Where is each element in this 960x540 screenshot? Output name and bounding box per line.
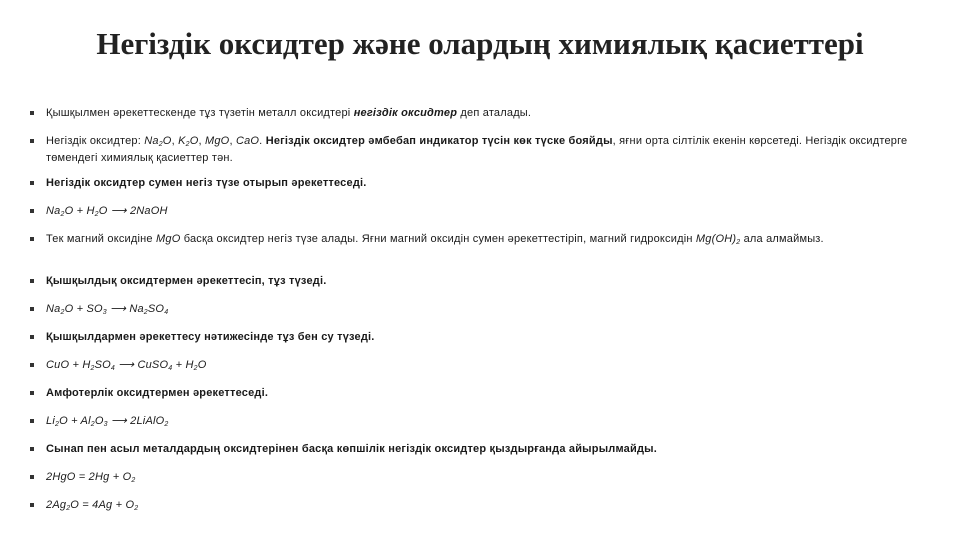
text-run: Негіздік оксидтер әмбебап индикатор түсін көк түске бояйды xyxy=(265,135,613,147)
text-run: . xyxy=(259,135,266,147)
text-run: CuO + H xyxy=(46,359,91,371)
bullet-marker-icon xyxy=(30,335,34,339)
text-run: Қышқылдармен әрекеттесу нәтижесінде тұз бен су түзеді. xyxy=(46,331,375,343)
bullet-item xyxy=(30,413,925,430)
text-run: SO xyxy=(94,359,111,371)
text-run: басқа оксидтер негіз түзе алады. Яғни магний оксидін сумен әрекеттестіріп, магний гидроксидін xyxy=(180,233,696,245)
text-run: Амфотерлік оксидтермен әрекеттеседі. xyxy=(46,387,269,399)
text-run: Mg(OH) xyxy=(695,233,737,245)
text-run: O + H xyxy=(64,205,95,217)
text-run: Сынап пен асыл металдардың оксидтерінен басқа көпшілік негіздік оксидтер қыздырғанда айырылмайды. xyxy=(46,443,657,455)
subscript: 2 xyxy=(60,211,65,218)
subscript: 2 xyxy=(164,421,169,428)
bullet-text xyxy=(30,385,925,402)
bullet-marker-icon xyxy=(30,391,34,395)
bullet-text xyxy=(30,105,925,122)
text-run: O + Al xyxy=(59,415,91,427)
text-run: Na xyxy=(46,303,61,315)
text-run: O = 4Ag + O xyxy=(70,499,135,511)
text-run: Негіздік оксидтер сумен негіз түзе отырып әрекеттеседі. xyxy=(46,177,367,189)
text-run: O xyxy=(189,135,199,147)
subscript: 4 xyxy=(164,309,169,316)
text-run: O + SO xyxy=(64,303,103,315)
bullet-text xyxy=(30,273,925,290)
bullet-text xyxy=(30,357,925,374)
subscript: 2 xyxy=(143,309,148,316)
text-run: O ⟶ 2NaOH xyxy=(98,205,168,217)
bullet-marker-icon xyxy=(30,237,34,241)
bullet-marker-icon xyxy=(30,419,34,423)
bullet-item xyxy=(30,133,925,167)
subscript: 2 xyxy=(90,365,95,372)
text-run: , xyxy=(198,135,205,147)
subscript: 2 xyxy=(90,421,95,428)
bullet-marker-icon xyxy=(30,181,34,185)
text-run: ала алмаймыз. xyxy=(740,233,824,245)
subscript: 2 xyxy=(94,211,99,218)
text-run: MgO xyxy=(205,135,230,147)
text-run: , xyxy=(171,135,179,147)
bullet-item xyxy=(30,469,925,486)
text-run: + H xyxy=(172,359,194,371)
bullet-text xyxy=(30,413,925,430)
subscript: 2 xyxy=(60,309,65,316)
text-run: O xyxy=(197,359,207,371)
text-run: 2HgO = 2Hg + O xyxy=(46,471,132,483)
bullet-item xyxy=(30,203,925,220)
text-run: Қышқылдық оксидтермен әрекеттесіп, тұз түзеді. xyxy=(46,275,327,287)
text-run: негіздік оксидтер xyxy=(353,107,458,119)
bullet-item xyxy=(30,329,925,346)
bullet-text xyxy=(30,469,925,486)
bullet-marker-icon xyxy=(30,139,34,143)
subscript: 2 xyxy=(66,505,71,512)
subscript: 2 xyxy=(54,421,60,428)
text-run: ⟶ Na xyxy=(106,303,144,315)
bullet-item xyxy=(30,497,925,514)
bullet-text xyxy=(30,231,925,248)
slide-title: Негіздік оксидтер және олардың химиялық қасиеттері xyxy=(96,26,864,61)
text-run: MgO xyxy=(156,233,181,245)
bullet-item xyxy=(30,105,925,122)
bullet-marker-icon xyxy=(30,111,34,115)
bullet-text xyxy=(30,329,925,346)
subscript: 4 xyxy=(168,365,173,372)
bullet-item xyxy=(30,175,925,192)
text-run: Қышқылмен әрекеттескенде тұз түзетін металл оксидтері xyxy=(46,107,354,119)
bullet-marker-icon xyxy=(30,503,34,507)
bullet-text xyxy=(30,441,925,458)
bullet-marker-icon xyxy=(30,307,34,311)
text-run: Негіздік оксидтер: xyxy=(46,135,145,147)
bullet-item xyxy=(30,273,925,290)
bullet-marker-icon xyxy=(30,447,34,451)
bullet-text xyxy=(30,203,925,220)
bullet-marker-icon xyxy=(30,209,34,213)
bullet-text xyxy=(30,133,925,167)
bullet-item xyxy=(30,231,925,248)
subscript: 2 xyxy=(131,477,136,484)
text-run: деп аталады. xyxy=(457,107,532,119)
subscript: 2 xyxy=(134,505,139,512)
bullet-marker-icon xyxy=(30,475,34,479)
text-run: O xyxy=(162,135,172,147)
subscript: 2 xyxy=(158,141,163,148)
bullet-item xyxy=(30,301,925,318)
bullet-item xyxy=(30,357,925,374)
bullet-text xyxy=(30,175,925,192)
subscript: 2 xyxy=(736,239,741,246)
text-run: ⟶ CuSO xyxy=(114,359,169,371)
subscript: 2 xyxy=(185,141,190,148)
text-run: O xyxy=(94,415,104,427)
text-run: , яғни орта сілтілік екенін көрсетеді. Негіздік оксидтерге төмендегі химиялық қасиеттер тән. xyxy=(46,135,908,164)
text-run: , xyxy=(229,135,236,147)
bullet-item xyxy=(30,441,925,458)
bullet-text xyxy=(30,301,925,318)
text-run: CaO xyxy=(235,135,260,147)
text-run: K xyxy=(178,135,186,147)
bullet-text xyxy=(30,497,925,514)
subscript: 3 xyxy=(102,309,107,316)
text-run: ⟶ 2LiAlO xyxy=(107,415,165,427)
text-run: 2Ag xyxy=(46,499,67,511)
text-run: SO xyxy=(147,303,165,315)
bullet-marker-icon xyxy=(30,363,34,367)
bullet-marker-icon xyxy=(30,279,34,283)
text-run: Тек магний оксидіне xyxy=(46,233,157,245)
subscript: 2 xyxy=(193,365,198,372)
subscript: 4 xyxy=(110,365,115,372)
subscript: 3 xyxy=(103,421,108,428)
text-run: Li xyxy=(46,415,55,427)
bullet-item xyxy=(30,385,925,402)
text-run: Na xyxy=(144,135,159,147)
text-run: Na xyxy=(46,205,61,217)
